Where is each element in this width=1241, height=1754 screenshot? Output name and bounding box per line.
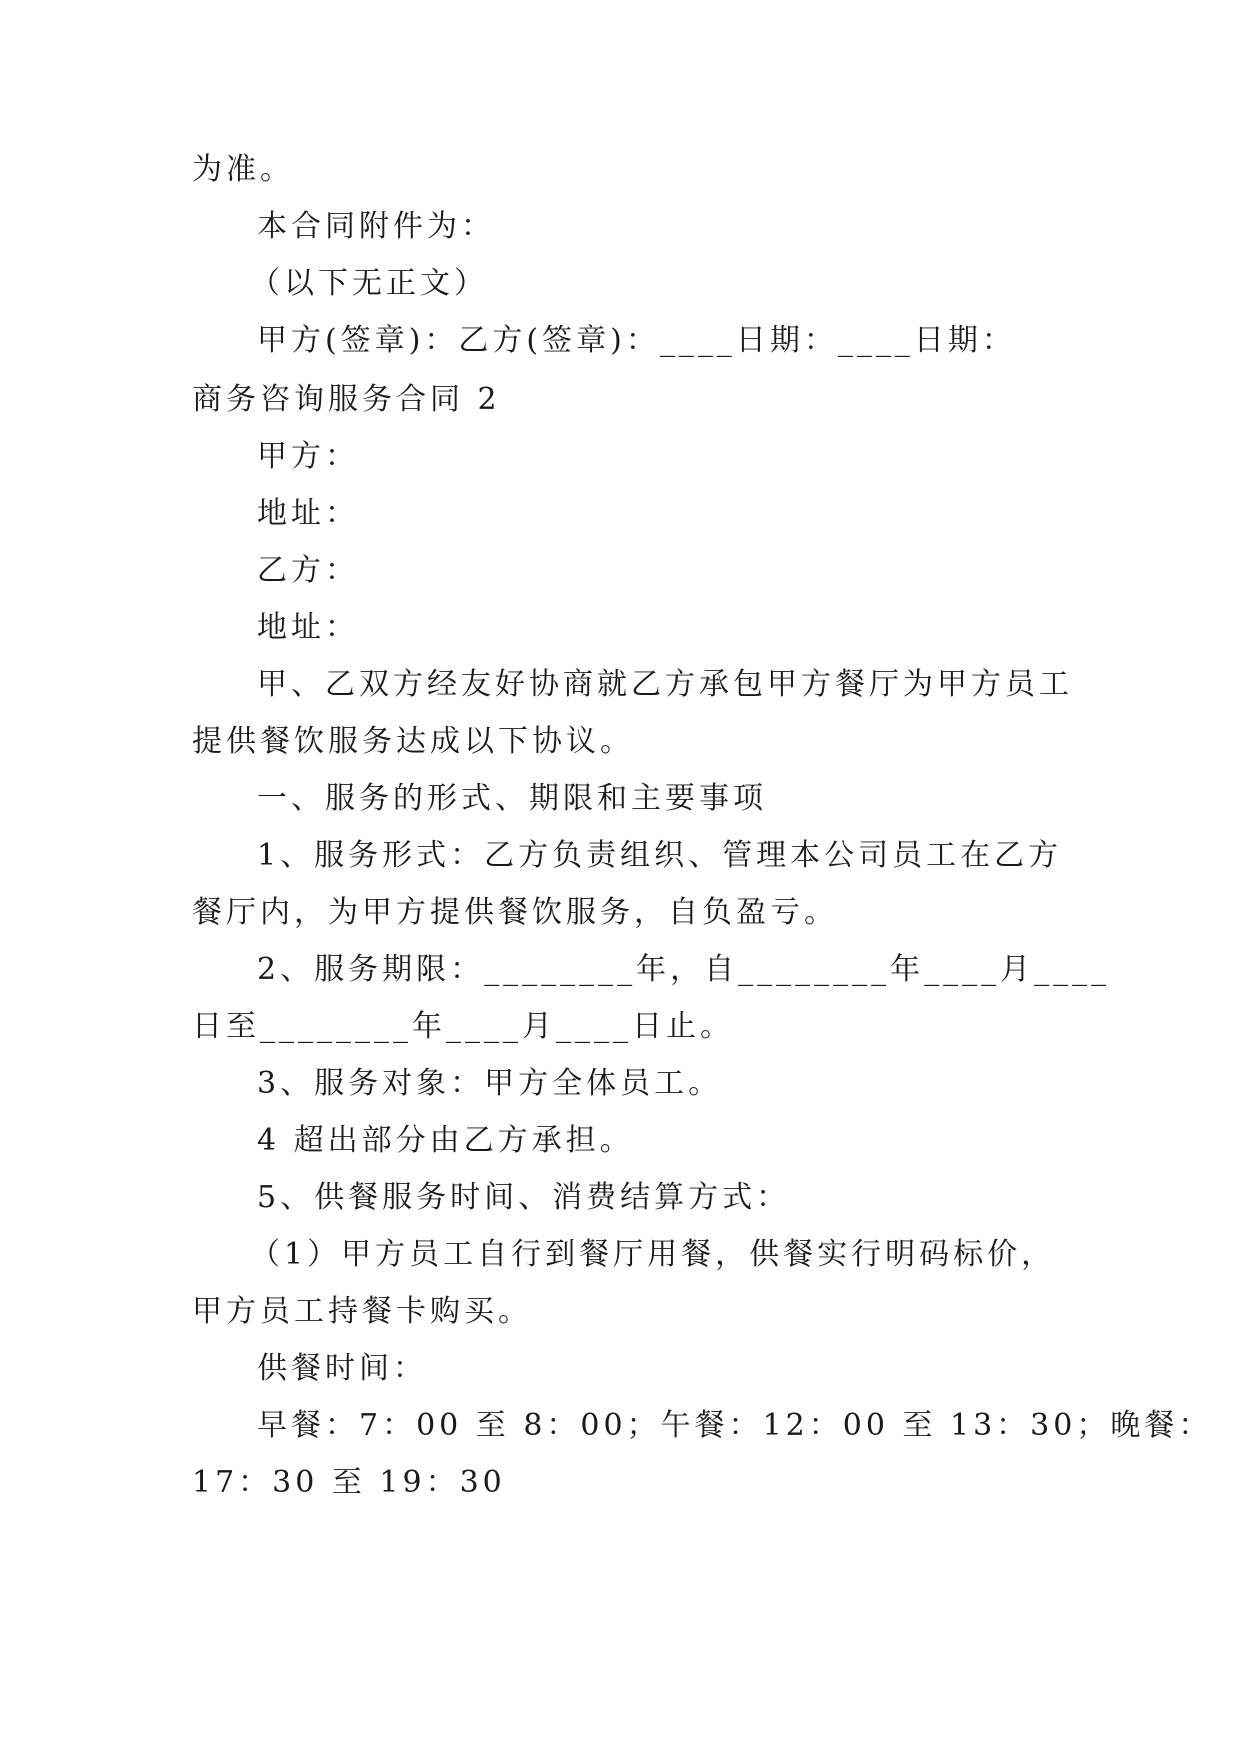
meal-times-label: 供餐时间： [257, 1351, 427, 1386]
party-a-address-label: 地址： [257, 496, 359, 531]
clause-3: 3、服务对象：甲方全体员工。 [257, 1066, 723, 1101]
clause-2-line-2: 日至________年____月____日止。 [192, 1009, 734, 1044]
text-line-attachment: 本合同附件为： [257, 209, 495, 244]
party-b-label: 乙方： [257, 553, 359, 588]
text-line-signatures: 甲方(签章)：乙方(签章)：____日期：____日期： [257, 323, 1016, 358]
clause-1-line-2: 餐厅内，为甲方提供餐饮服务，自负盈亏。 [192, 895, 838, 930]
party-b-address-label: 地址： [257, 610, 359, 645]
clause-1-line-1: 1、服务形式：乙方负责组织、管理本公司员工在乙方 [257, 838, 1063, 873]
clause-2-line-1: 2、服务期限：________年，自________年____月____ [257, 952, 1111, 987]
clause-5: 5、供餐服务时间、消费结算方式： [257, 1180, 791, 1215]
clause-5-1-line-2: 甲方员工持餐卡购买。 [192, 1294, 532, 1329]
clause-4: 4 超出部分由乙方承担。 [257, 1123, 634, 1158]
meal-times-line-1: 早餐：7：00 至 8：00；午餐：12：00 至 13：30；晚餐： [257, 1408, 1213, 1443]
text-line-preamble-2: 提供餐饮服务达成以下协议。 [192, 724, 634, 759]
text-line-preamble-1: 甲、乙双方经友好协商就乙方承包甲方餐厅为甲方员工 [257, 667, 1073, 702]
clause-heading-1: 一、服务的形式、期限和主要事项 [257, 781, 767, 816]
party-a-label: 甲方： [257, 439, 359, 474]
text-line-no-body: （以下无正文） [250, 266, 488, 301]
meal-times-line-2: 17：30 至 19：30 [192, 1465, 506, 1500]
text-line-continuation: 为准。 [192, 152, 294, 187]
clause-5-1-line-1: （1）甲方员工自行到餐厅用餐，供餐实行明码标价， [250, 1237, 1056, 1272]
section-title: 商务咨询服务合同 2 [192, 382, 501, 417]
